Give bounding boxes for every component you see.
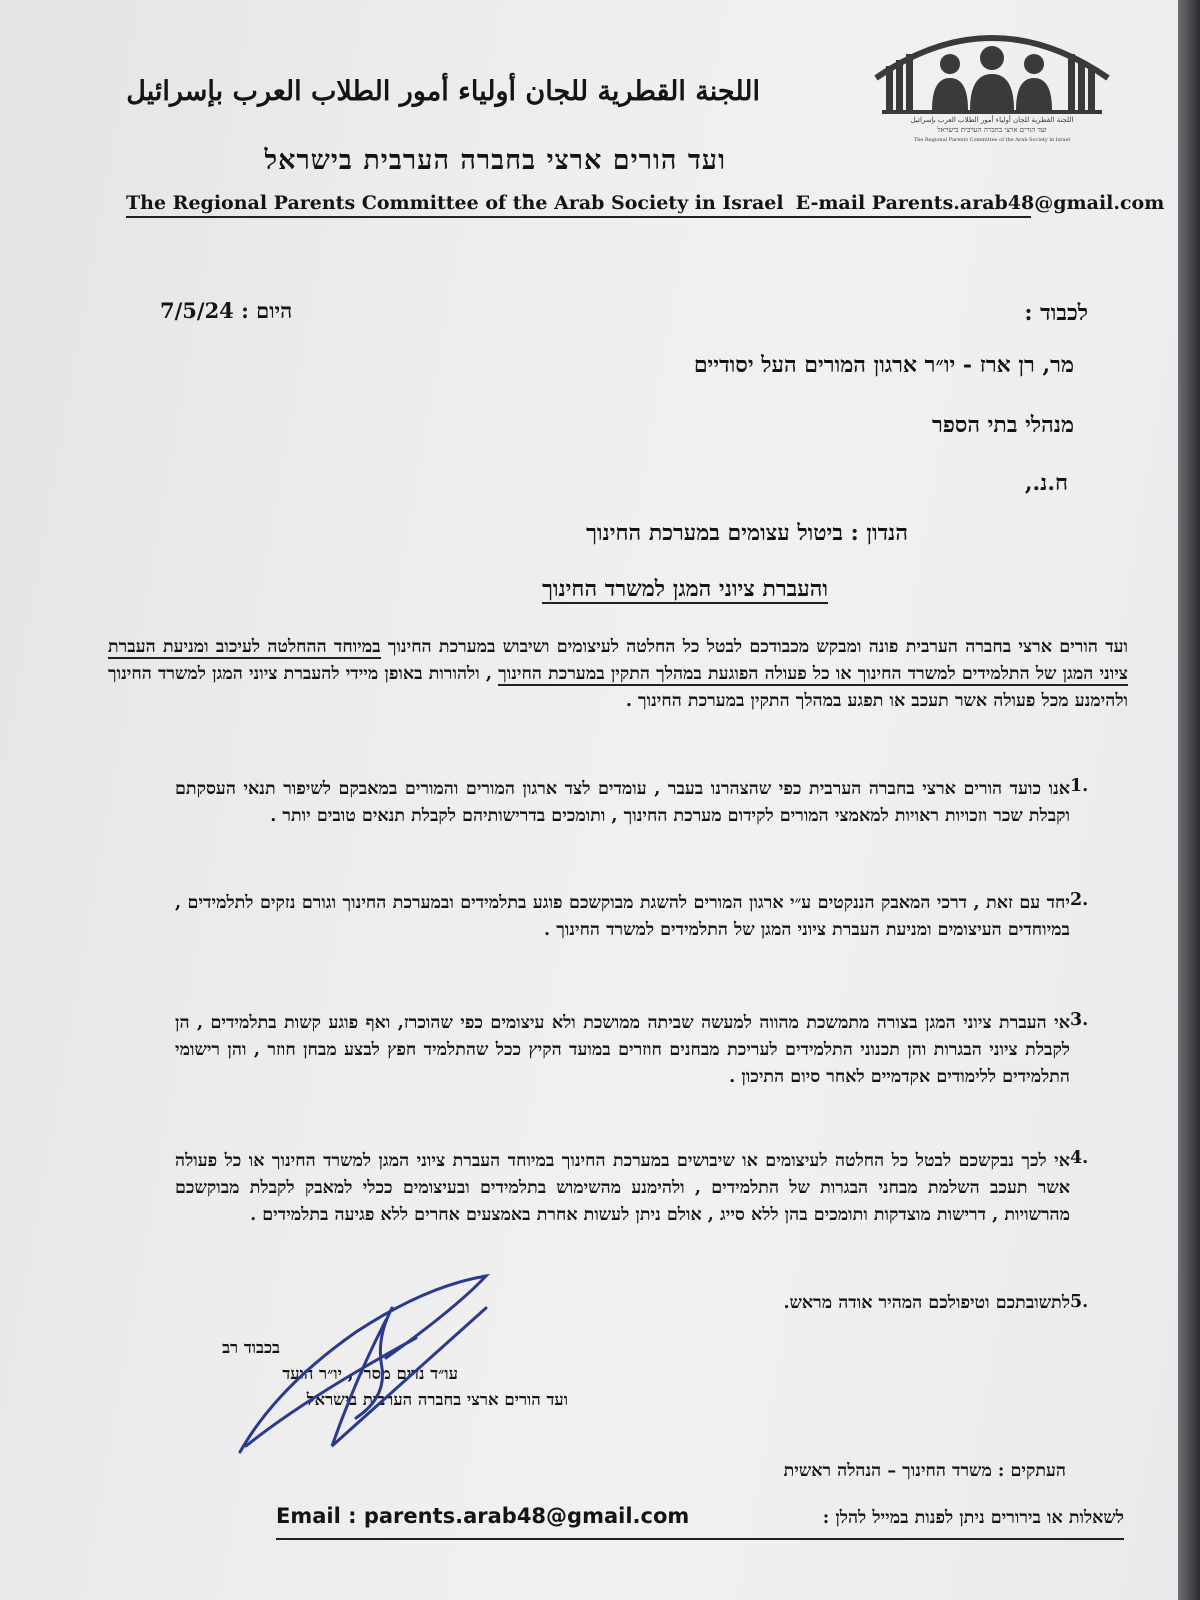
handwritten-signature (236, 1268, 506, 1460)
letter-date: 7/5/24 : היום (160, 298, 293, 323)
item-number: 4. (1070, 1148, 1089, 1168)
subject-line-1: הנדון : ביטול עצומים במערכת החינוך (586, 520, 908, 546)
signer-org: ועד הורים ארצי בחברה הערבית בישראל (306, 1390, 568, 1409)
cc-line: העתקים : משרד החינוך – הנהלה ראשית (783, 1461, 1066, 1481)
signer-name: עו״ד נדים מסרי , יו״ר הועד (282, 1364, 458, 1383)
footer (276, 1504, 1124, 1540)
sign-off: בכבוד רב (222, 1338, 280, 1357)
logo-text-hebrew: ועד הורים ארצי בחברה הערבית בישראל (937, 126, 1047, 134)
recipient-1: מר, רן ארז - יו״ר ארגון המורים העל יסודיים (693, 352, 1074, 378)
subject-line-2: והעברת ציוני המגן למשרד החינוך (542, 576, 828, 602)
english-title: The Regional Parents Committee of the Arab Society in Israel (126, 192, 784, 214)
greeting: לכבוד : (1024, 300, 1088, 326)
footer-note: לשאלות או בירורים ניתן לפנות במייל להלן : (822, 1508, 1124, 1528)
list-item: אנו כועד הורים ארצי בחברה הערבית כפי שהצהרנו בעבר , עומדים לצד ארגון המורים והמורים במאבקם לשיפור תנאי העסקתם וקבלת שכר וזכויות ראויות למאמצי המורים לקידום מערכת החינוך , ותומכים בדרישותיהם לקבלת תנאים טובים יותר . (175, 779, 1070, 826)
salutation: ח.נ., (1024, 470, 1068, 496)
list-item: אי לכך נבקשכם לבטל כל החלטה לעיצומים או שיבושים במערכת החינוך במיוחד העברת ציוני המגן למשרד החינוך או כל פעולה אשר תעכב השלמת מבחני הבגרות של התלמידים , ולהימנע מהשימוש בתלמידים ובעיצומים ככלי למאבק לקבלת מבוקשכם מהרשויות , דרישות מוצדקות ותומכים בהן ללא סייג , אולם ניתן לעשות אחרת באמצעים אחרים ללא פגיעה בתלמידים . (175, 1151, 1070, 1225)
item-number: 3. (1070, 1010, 1089, 1030)
logo-text-english: The Regional Parents Committee of the Arab Society in Israel (913, 137, 1071, 143)
intro-part-a: ועד הורים ארצי בחברה הערבית פונה ומבקש מכבודכם לבטל כל החלטה לעיצומים ושיבוש במערכת החינוך (380, 637, 1128, 657)
list-item: אי העברת ציוני המגן בצורה מתמשכת מהווה למעשה שביתה ממושכת ולא עיצומים כפי שהוכרז, ואף פוגע קשות בתלמידים , הן לקבלת ציוני הבגרות והן תכנוני התלמידים לעריכת מבחנים חוזרים במועד הקיץ ככל שהתלמיד חפץ לבצע מבחן חוזר , והן רישומי התלמידים ללימודים אקדמיים לאחר סיום התיכון . (175, 1013, 1070, 1087)
logo-text-arabic: اللجنة القطرية للجان أولياء أمور الطلاب العرب بإسرائيل (910, 116, 1074, 124)
item-number: 2. (1070, 890, 1089, 910)
header-email: E-mail Parents.arab48@gmail.com (795, 192, 1165, 214)
item-number: 5. (1070, 1292, 1089, 1312)
footer-email: Email : parents.arab48@gmail.com (276, 1504, 690, 1528)
list-item: יחד עם זאת , דרכי המאבק הננקטים ע״י ארגון המורים להשגת מבוקשכם פוגע בתלמידים ובמערכת החינוך וגורם נזקים לתלמידים , במיוחדים העיצומים ומניעת העברת ציוני המגן של התלמידים למשרד החינוך . (175, 893, 1070, 940)
intro-paragraph (108, 634, 1128, 715)
arabic-title: اللجنة القطرية للجان أولياء أمور الطلاب العرب بإسرائيل (126, 76, 760, 107)
item-number: 1. (1070, 776, 1089, 796)
hebrew-title: ועד הורים ארצי בחברה הערבית בישראל (264, 145, 726, 176)
closing-line: לתשובתכם וטיפולכם המהיר אודה מראש. (783, 1293, 1070, 1313)
recipient-2: מנהלי בתי הספר (932, 412, 1074, 438)
intro-part-c: , ולהורות באופן מיידי להעברת ציוני המגן למשרד החינוך ולהימנע מכל פעולה אשר תעכב או תפגע במהלך התקין במערכת החינוך . (108, 664, 1128, 711)
committee-logo (868, 20, 1116, 150)
english-title-line (126, 192, 1165, 218)
intro-underlined: במיוחד ההחלטה לעיכוב ומניעת העברת ציוני המגן של התלמידים למשרד החינוך או כל פעולה הפוגעת במהלך התקין במערכת החינוך (108, 637, 1128, 684)
background-edge (1178, 0, 1200, 1600)
